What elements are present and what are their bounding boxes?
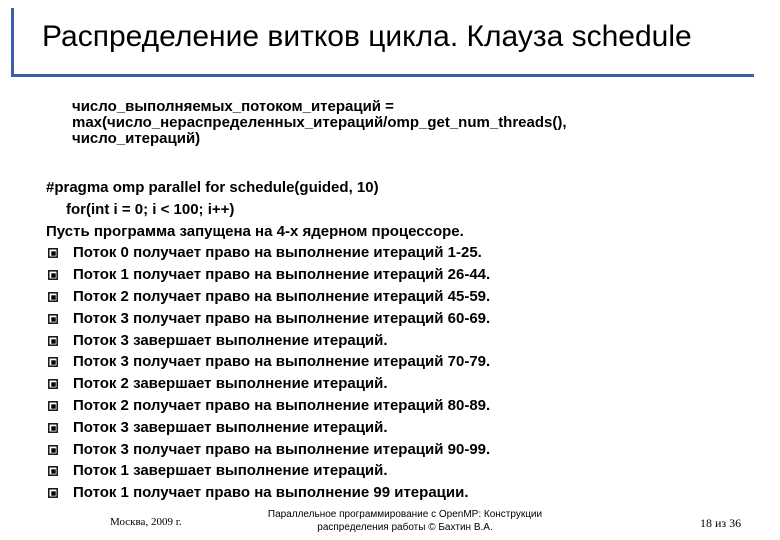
bullet-text: Поток 3 получает право на выполнение итераций 90-99. — [73, 440, 491, 458]
bullet-text: Поток 1 получает право на выполнение 99 итерации. — [73, 484, 469, 502]
checkbox-icon — [48, 379, 58, 389]
page-number: 18 из 36 — [700, 516, 742, 530]
bullet-item — [46, 330, 490, 352]
bullet-text: Поток 3 получает право на выполнение итераций 70-79. — [73, 353, 491, 371]
bullet-text: Поток 2 получает право на выполнение итераций 45-59. — [73, 287, 491, 305]
footer-course-line: распределения работы © Бахтин В.А. — [317, 522, 493, 533]
bullet-item — [46, 264, 490, 286]
bullet-item — [46, 482, 490, 504]
loop-line: for(int i = 0; i < 100; i++) — [66, 200, 235, 218]
checkbox-icon — [48, 336, 58, 346]
bullet-text: Поток 1 завершает выполнение итераций. — [73, 462, 388, 480]
formula-line: число_итераций) — [72, 130, 201, 147]
checkbox-icon — [48, 423, 58, 433]
checkbox-icon — [48, 314, 58, 324]
bullet-item — [46, 460, 490, 482]
pragma-line: #pragma omp parallel for schedule(guided, 10) — [46, 179, 379, 196]
checkbox-icon — [48, 357, 58, 367]
checkbox-icon — [48, 466, 58, 476]
footer-course-title — [240, 508, 570, 534]
bullet-text: Поток 1 получает право на выполнение итераций 26-44. — [73, 266, 491, 284]
bullet-item — [46, 286, 490, 308]
checkbox-icon — [48, 401, 58, 411]
bullet-text: Поток 3 завершает выполнение итераций. — [73, 331, 388, 349]
bullet-item — [46, 439, 490, 461]
checkbox-icon — [48, 248, 58, 258]
bullet-text: Поток 0 получает право на выполнение итераций 1-25. — [73, 244, 482, 262]
bullet-list — [46, 242, 490, 504]
footer-location-date: Москва, 2009 г. — [110, 516, 182, 528]
formula-line: max(число_нераспределенных_итераций/omp_get_num_threads(), — [72, 114, 567, 131]
formula-line: число_выполняемых_потоком_итераций = — [72, 98, 394, 115]
bullet-item — [46, 351, 490, 373]
footer-course-line: Параллельное программирование с OpenMP: Конструкции — [267, 509, 543, 520]
bullet-text: Поток 3 завершает выполнение итераций. — [73, 418, 388, 436]
checkbox-icon — [48, 445, 58, 455]
bullet-item — [46, 308, 490, 330]
bullet-text: Поток 2 получает право на выполнение итераций 80-89. — [73, 396, 491, 414]
slide-body — [46, 177, 490, 504]
checkbox-icon — [48, 488, 58, 498]
bullet-item — [46, 395, 490, 417]
bullet-item — [46, 417, 490, 439]
bullet-text: Поток 3 получает право на выполнение итераций 60-69. — [73, 309, 491, 327]
slide-title: Распределение витков цикла. Клауза schedule — [42, 20, 692, 53]
checkbox-icon — [48, 270, 58, 280]
checkbox-icon — [48, 292, 58, 302]
intro-line: Пусть программа запущена на 4-х ядерном процессоре. — [46, 222, 464, 240]
bullet-text: Поток 2 завершает выполнение итераций. — [73, 375, 388, 393]
formula-block — [72, 99, 567, 147]
bullet-item — [46, 242, 490, 264]
bullet-item — [46, 373, 490, 395]
